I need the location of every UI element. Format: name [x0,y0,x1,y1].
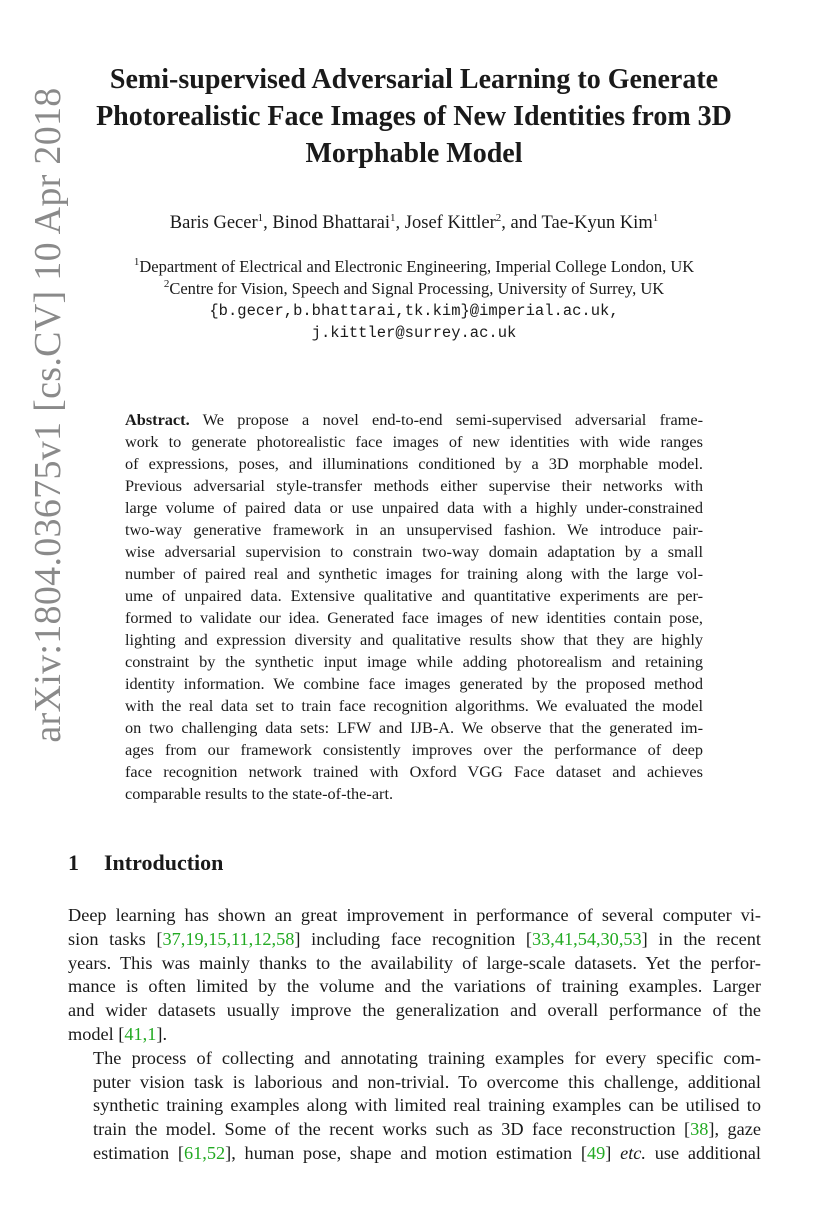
section-heading [68,848,223,878]
body-line: synthetic training examples along with limited real training examples can be utilised to [93,1095,761,1116]
body-line: train the model. Some of the recent works such as 3D face reconstruction [38], gaze [93,1119,761,1140]
affil-mark: 1 [133,256,140,268]
abstract-line: number of paired real and synthetic images for training along with the large vol- [125,564,703,583]
affil-mark: 2 [163,278,170,290]
abstract-line: Abstract. We propose a novel end-to-end semi-supervised adversarial frame- [125,410,703,429]
section-title: Introduction [104,850,224,875]
abstract-line: of expressions, poses, and illuminations conditioned by a 3D morphable model. [125,454,703,473]
affiliation-text: Department of Electrical and Electronic Engineering, Imperial College London, UK [139,257,695,276]
body-line: sion tasks [37,19,15,11,12,58] including face recognition [33,41,54,30,53] in the recent [68,928,761,949]
abstract-line: on two challenging data sets: LFW and IJB-A. We observe that the generated im- [125,718,703,737]
body-line: Deep learning has shown an great improvement in performance of several computer vi- [68,905,761,925]
section-number: 1 [68,850,79,875]
body-line: The process of collecting and annotating training examples for every specific com- [93,1047,761,1068]
abstract-line: ume of unpaired data. Extensive qualitative and quantitative experiments are per- [125,586,703,605]
author-separator: , and [501,213,542,233]
author-name: Josef Kittler [404,213,496,233]
abstract-line: identity information. We combine face images generated by the proposed method [125,674,703,693]
body-line: estimation [61,52], human pose, shape and motion estimation [49] etc. use additional [93,1142,761,1163]
abstract-line: large volume of paired data or use unpaired data with a highly under-constrained [125,498,703,517]
title-line: Semi-supervised Adversarial Learning to Generate [109,64,719,95]
citation-link[interactable]: 41,1 [124,1023,157,1044]
author-affil-mark: 1 [652,212,659,224]
title-line: Morphable Model [305,138,523,169]
abstract-label: Abstract. [125,410,190,429]
body-line: puter vision task is laborious and non-trivial. To overcome this challenge, additional [93,1071,761,1092]
paper-title [80,61,748,172]
author-affil-mark: 2 [495,212,502,224]
citation-link[interactable]: 61,52 [184,1142,226,1163]
author-name: Binod Bhattarai [272,213,391,233]
abstract-line: work to generate photorealistic face images of new identities with wide ranges [125,432,703,451]
abstract-line: comparable results to the state-of-the-art. [125,784,394,803]
abstract-line: ages from our framework consistently improves over the performance of deep [125,740,703,759]
citation-link[interactable]: 49 [586,1142,606,1163]
author-separator: , [263,213,273,233]
abstract-line: formed to validate our idea. Generated face images of new identities contain pose, [125,608,703,627]
body-line: and wider datasets usually improve the generalization and overall performance of the [68,1000,761,1021]
author-separator: , [395,213,405,233]
affiliation-text: Centre for Vision, Speech and Signal Processing, University of Surrey, UK [169,279,665,298]
author-name: Baris Gecer [169,213,258,233]
paragraph [68,1047,761,1166]
author-name: Tae-Kyun Kim [541,213,653,233]
body-line: model [41,1]. [68,1023,168,1044]
intro-body [68,904,761,1166]
affiliation-line [80,278,748,300]
author-affil-mark: 1 [390,212,396,224]
abstract-line: wise adversarial supervision to constrain two-way domain adaptation by a small [125,542,703,561]
title-line: Photorealistic Face Images of New Identities from 3D [96,101,732,132]
abstract-line: two-way generative framework in an unsupervised fashion. We introduce pair- [125,520,703,539]
abstract-line: lighting and expression diversity and qualitative results show that they are highly [125,630,703,649]
abstract-line: Previous adversarial style-transfer methods either supervise their networks with [125,476,703,495]
arxiv-stamp: arXiv:1804.03675v1 [cs.CV] 10 Apr 2018 [27,87,69,743]
abstract-line: with the real data set to train face recognition algorithms. We evaluated the model [125,696,703,715]
italic-text: etc. [620,1142,646,1163]
affiliations [80,256,748,344]
abstract-line: face recognition network trained with Oxford VGG Face dataset and achieves [125,762,703,781]
body-line: years. This was mainly thanks to the availability of large-scale datasets. Yet the perfor- [68,952,761,973]
citation-link[interactable]: 33,41,54,30,53 [531,928,642,949]
paragraph [68,904,761,1047]
author-list [80,210,748,236]
abstract-line: constraint by the synthetic input image while adding photorealism and retaining [125,652,703,671]
citation-link[interactable]: 37,19,15,11,12,58 [162,928,295,949]
email-line: j.kittler@surrey.ac.uk [311,324,517,342]
affiliation-line [80,256,748,278]
email-line: {b.gecer,b.bhattarai,tk.kim}@imperial.ac.uk, [209,302,619,320]
author-affil-mark: 1 [257,212,264,224]
body-line: mance is often limited by the volume and the variations of training examples. Larger [68,976,761,997]
citation-link[interactable]: 38 [690,1119,709,1140]
abstract [125,409,703,805]
